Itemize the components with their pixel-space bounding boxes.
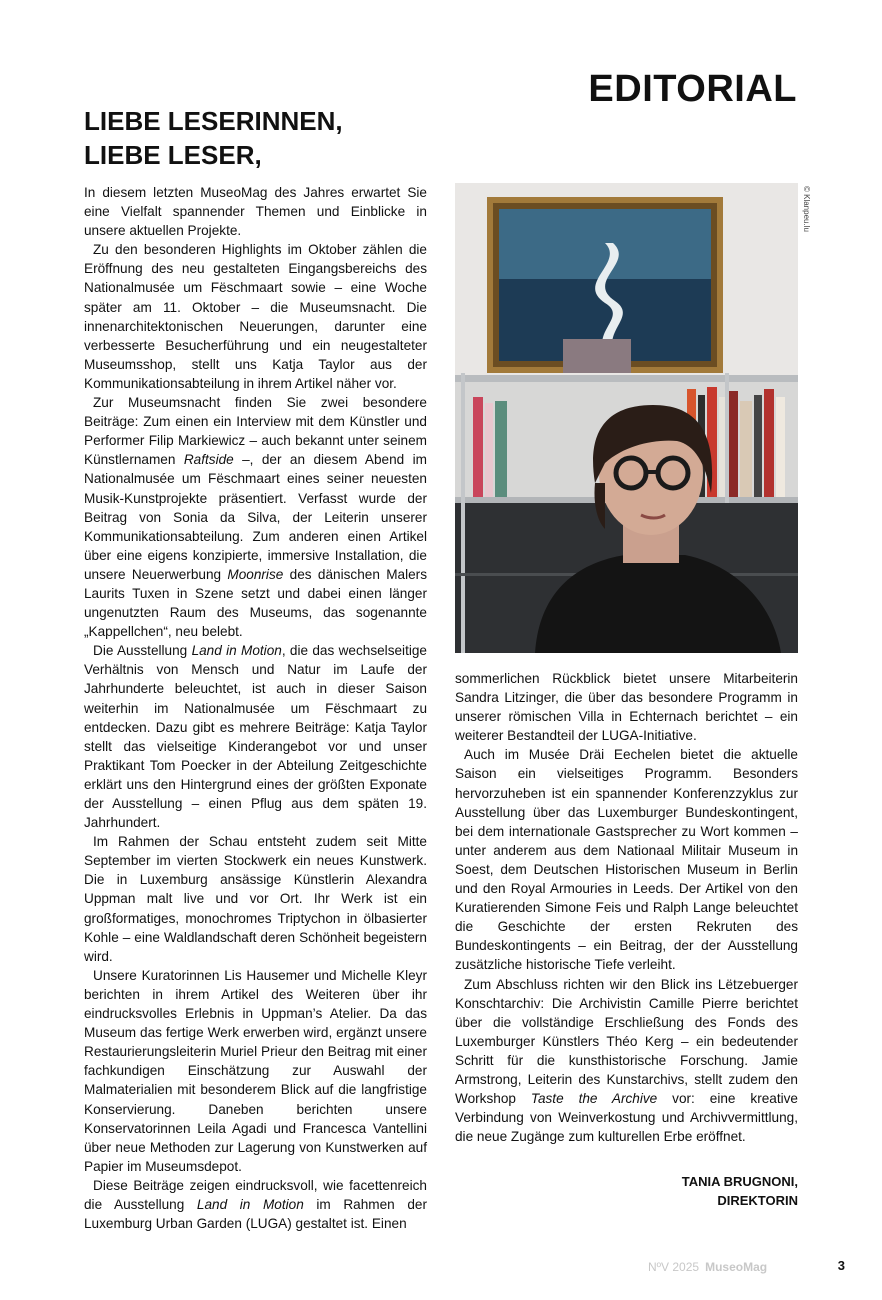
paragraph: Zu den besonderen Highlights im Oktober zählen die Eröffnung des neu gestalteten Eingangsbereichs des Nationalmusée um Fëschmaart sowie – eine Woche später am 11. Oktober – die Museumsnacht. Die innenarchitektonischen Neuerungen, darunter eine verbesserte Besucherführung und ein neugestalteter Museumsshop, stellt uns Katja Taylor aus der Kommunikationsabteilung in ihrem Artikel näher vor. — [84, 242, 427, 391]
headline-line-2: LIEBE LESER, — [84, 140, 262, 170]
paragraph: Zur Museumsnacht finden Sie zwei besondere Beiträge: Zum einen ein Interview mit dem Künstler und Performer Filip Markiewicz – auch bekannt unter seinem Künstlernamen Raftside –, der an diesem Abend im Nationalmusée um Fëschmaart eines seiner neuesten Musik-Kunstprojekte präsentiert. Verfasst wurde der Beitrag von Sonia da Silva, der Leiterin unserer Kommunikationsabteilung. Zum anderen einen Artikel über eine eigens konzipierte, immersive Installation, die unsere Neuerwerbung Moonrise des dänischen Malers Laurits Tuxen in Szene setzt und dabei einen länger ungenutzten Raum des Museums, das sogenannte „Kappellchen“, neu belebt. — [84, 395, 427, 640]
paragraph: Zum Abschluss richten wir den Blick ins Lëtzebuerger Konschtarchiv: Die Archivistin Camille Pierre berichtet über die vollständige Erschließung des Fonds des Luxemburger Künstlers Théo Kerg – ein bedeutender Schritt für die kunsthistorische Forschung. Jamie Armstrong, Leiterin des Kunstarchivs, stellt zudem den Workshop Taste the Archive vor: eine kreative Verbindung von Weinverkostung und Archivvermittlung, die neue Zugänge zum kulturellen Erbe eröffnet. — [455, 976, 798, 1145]
director-portrait-photo — [455, 183, 798, 653]
paragraph: Auch im Musée Dräi Eechelen bietet die aktuelle Saison ein vielseitiges Programm. Besonders hervorzuheben ist ein spannender Konferenzzyklus zur Ausstellung über das Luxemburger Bundeskontingent, bei dem internationale Gastsprecher zu Wort kommen – unter anderem aus dem Nationaal Militair Museum in Soest, dem Deutschen Historischen Museum in Berlin und den Royal Armouries in Leeds. Der Artikel von den Kuratierenden Simone Feis und Ralph Lange beleuchtet die Geschichte der ersten Rekruten des Bundeskontingents – ein Beitrag, der der Ausstellung zusätzliche historische Tiefe verleiht. — [455, 747, 798, 973]
issue-label: NºV 2025 — [648, 1260, 700, 1274]
paragraph: Diese Beiträge zeigen eindrucksvoll, wie facettenreich die Ausstellung Land in Motion im Rahmen der Luxemburg Urban Garden (LUGA) gestaltet ist. Einen — [84, 1177, 427, 1232]
headline — [84, 104, 343, 172]
signature-role: DIREKTORIN — [717, 1193, 798, 1208]
paragraph: Unsere Kuratorinnen Lis Hausemer und Michelle Kleyr berichten in ihrem Artikel des Weiteren über ihr eindrucksvolles Erlebnis in Uppman’s Atelier. Da das Museum das fertige Werk erwerben wird, ergänzt unsere Restaurierungsleiterin Muriel Prieur den Beitrag mit einer fachkundigen Einschätzung zur Auswahl der Malmaterialien mit besonderem Blick auf die langfristige Konservierung. Daneben berichten unsere Konservatorinnen Leila Agadi und Francesca Vantellini über neue Methoden zur Lagerung von Kunstwerken auf Papier im Museumsdepot. — [84, 967, 427, 1174]
magazine-name: MuseoMag — [705, 1260, 768, 1274]
paragraph: Im Rahmen der Schau entsteht zudem seit Mitte September im vierten Stockwerk ein neues Kunstwerk. Die in Luxemburg ansässige Künstlerin Alexandra Uppman malt live und vor Ort. Ihr Werk ist ein großformatiges, monochromes Triptychon in ölbasierter Kohle – eine Waldlandschaft deren Schönheit begeistern wird. — [84, 834, 427, 964]
right-column — [455, 669, 798, 1146]
left-column — [84, 183, 427, 1233]
photo-credit: © Klanpeu.lu — [802, 186, 811, 232]
signature-name: TANIA BRUGNONI, — [681, 1174, 798, 1189]
section-title: EDITORIAL — [588, 68, 797, 110]
footer — [648, 1260, 767, 1274]
headline-line-1: LIEBE LESERINNEN, — [84, 106, 343, 136]
paragraph: sommerlichen Rückblick bietet unsere Mitarbeiterin Sandra Litzinger, die über das besondere Programm in unserer römischen Villa in Echternach berichtet – ein weiterer Bestandteil der LUGA-Initiative. — [455, 671, 798, 744]
page-number: 3 — [837, 1258, 845, 1273]
paragraph: Die Ausstellung Land in Motion, die das wechselseitige Verhältnis von Mensch und Natur im Laufe der Jahrhunderte beleuchtet, ist auch in dieser Saison weiterhin im Nationalmusée um Fëschmaart zu entdecken. Dazu gibt es mehrere Beiträge: Katja Taylor stellt das vielseitige Kinderangebot vor und unser Praktikant Tom Poecker in der Abteilung Zeitgeschichte erklärt uns den Hintergrund eines der größten Exponate der Ausstellung – einen Pflug aus dem späten 19. Jahrhundert. — [84, 643, 427, 831]
signature — [682, 1172, 798, 1210]
paragraph: In diesem letzten MuseoMag des Jahres erwartet Sie eine Vielfalt spannender Themen und Einblicke in unsere aktuellen Projekte. — [84, 185, 427, 239]
